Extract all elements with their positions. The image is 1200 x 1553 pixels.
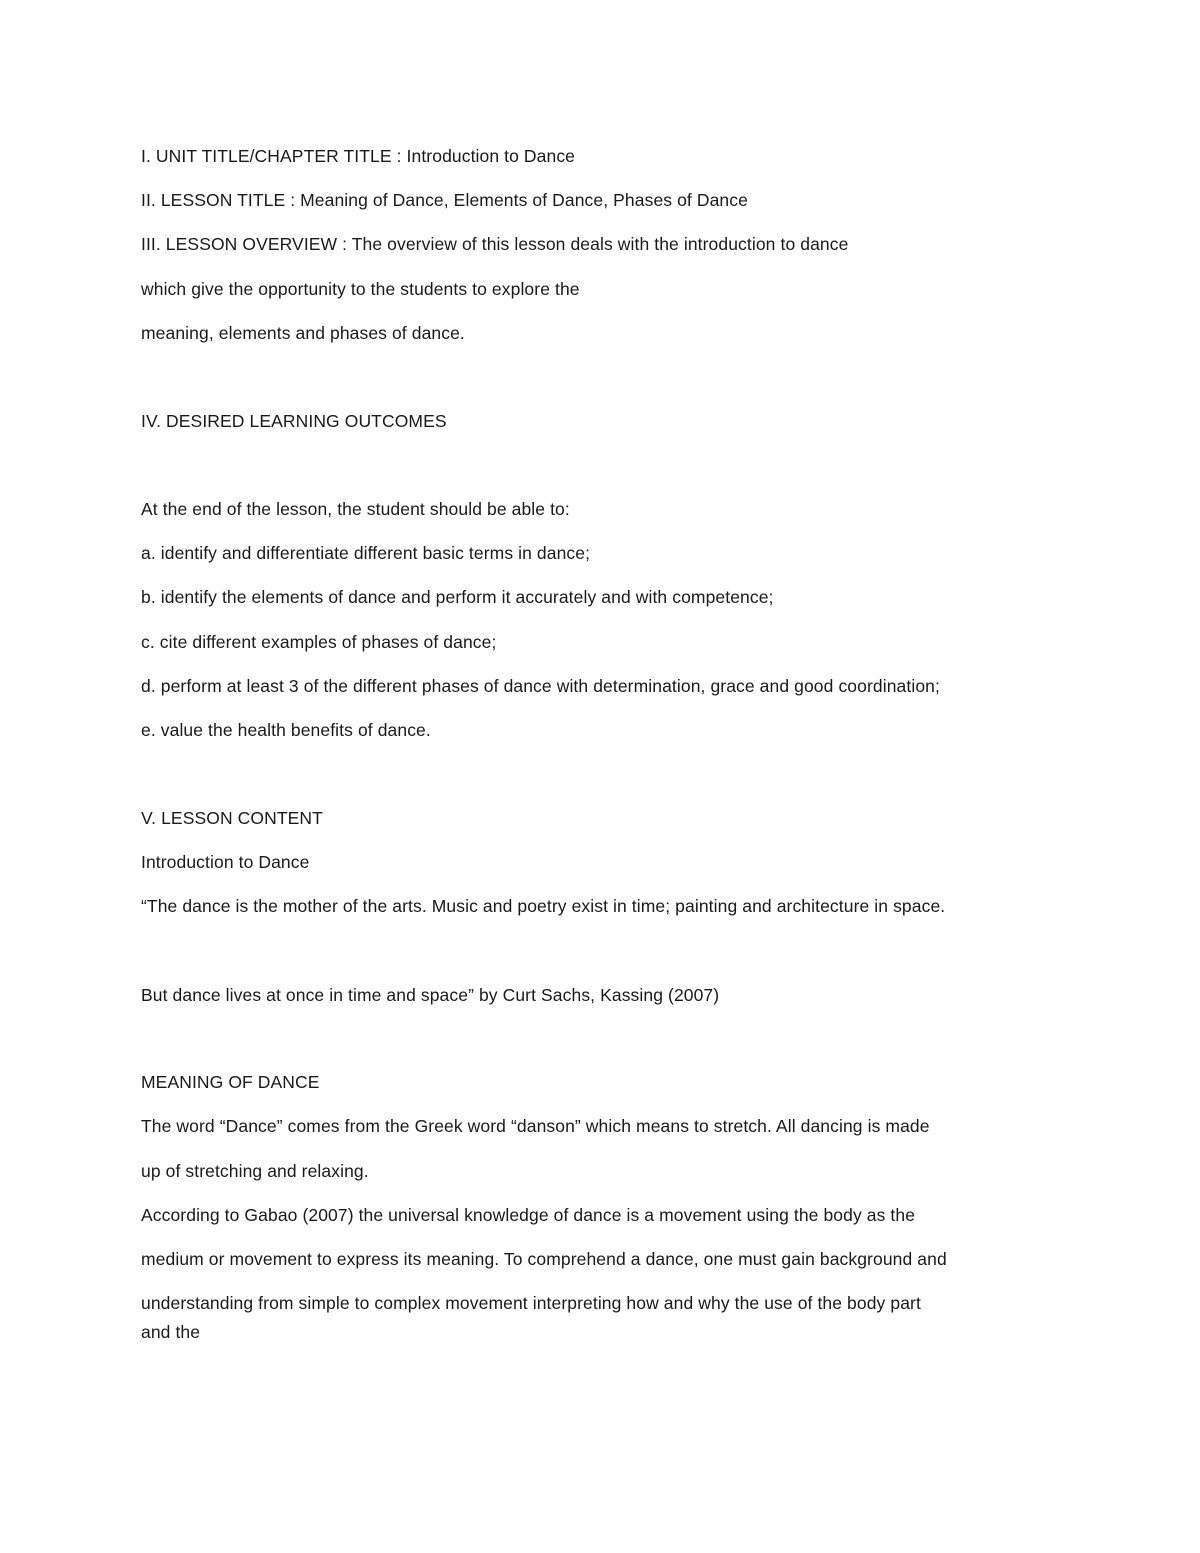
outcome-item-a: a. identify and differentiate different basic terms in dance; <box>141 543 591 563</box>
meaning-line-1: The word “Dance” comes from the Greek word “danson” which means to stretch. All dancing is made <box>141 1116 930 1136</box>
outcome-item-b: b. identify the elements of dance and perform it accurately and with competence; <box>141 587 774 607</box>
lesson-overview-line-1: III. LESSON OVERVIEW : The overview of this lesson deals with the introduction to dance <box>141 234 849 254</box>
lesson-overview-line-2: which give the opportunity to the students to explore the <box>141 279 580 299</box>
outcome-item-e: e. value the health benefits of dance. <box>141 720 431 740</box>
content-subheading: Introduction to Dance <box>141 852 310 872</box>
meaning-line-5: understanding from simple to complex movement interpreting how and why the use of the body part <box>141 1293 921 1313</box>
meaning-heading: MEANING OF DANCE <box>141 1072 320 1092</box>
outcome-item-d: d. perform at least 3 of the different phases of dance with determination, grace and good coordination; <box>141 676 940 696</box>
outcome-item-c: c. cite different examples of phases of dance; <box>141 632 497 652</box>
outcomes-heading: IV. DESIRED LEARNING OUTCOMES <box>141 411 447 431</box>
unit-title: I. UNIT TITLE/CHAPTER TITLE : Introduction to Dance <box>141 146 576 166</box>
content-heading: V. LESSON CONTENT <box>141 808 323 828</box>
quote-line-2: But dance lives at once in time and space” by Curt Sachs, Kassing (2007) <box>141 985 720 1005</box>
meaning-line-3: According to Gabao (2007) the universal knowledge of dance is a movement using the body as the <box>141 1205 916 1225</box>
quote-line-1: “The dance is the mother of the arts. Music and poetry exist in time; painting and architecture in space. <box>141 896 946 916</box>
meaning-line-2: up of stretching and relaxing. <box>141 1161 369 1181</box>
outcomes-intro: At the end of the lesson, the student should be able to: <box>141 499 570 519</box>
meaning-line-4: medium or movement to express its meaning. To comprehend a dance, one must gain background and <box>141 1249 947 1269</box>
lesson-overview-line-3: meaning, elements and phases of dance. <box>141 323 465 343</box>
lesson-title: II. LESSON TITLE : Meaning of Dance, Elements of Dance, Phases of Dance <box>141 190 748 210</box>
meaning-line-6: and the <box>141 1322 201 1342</box>
